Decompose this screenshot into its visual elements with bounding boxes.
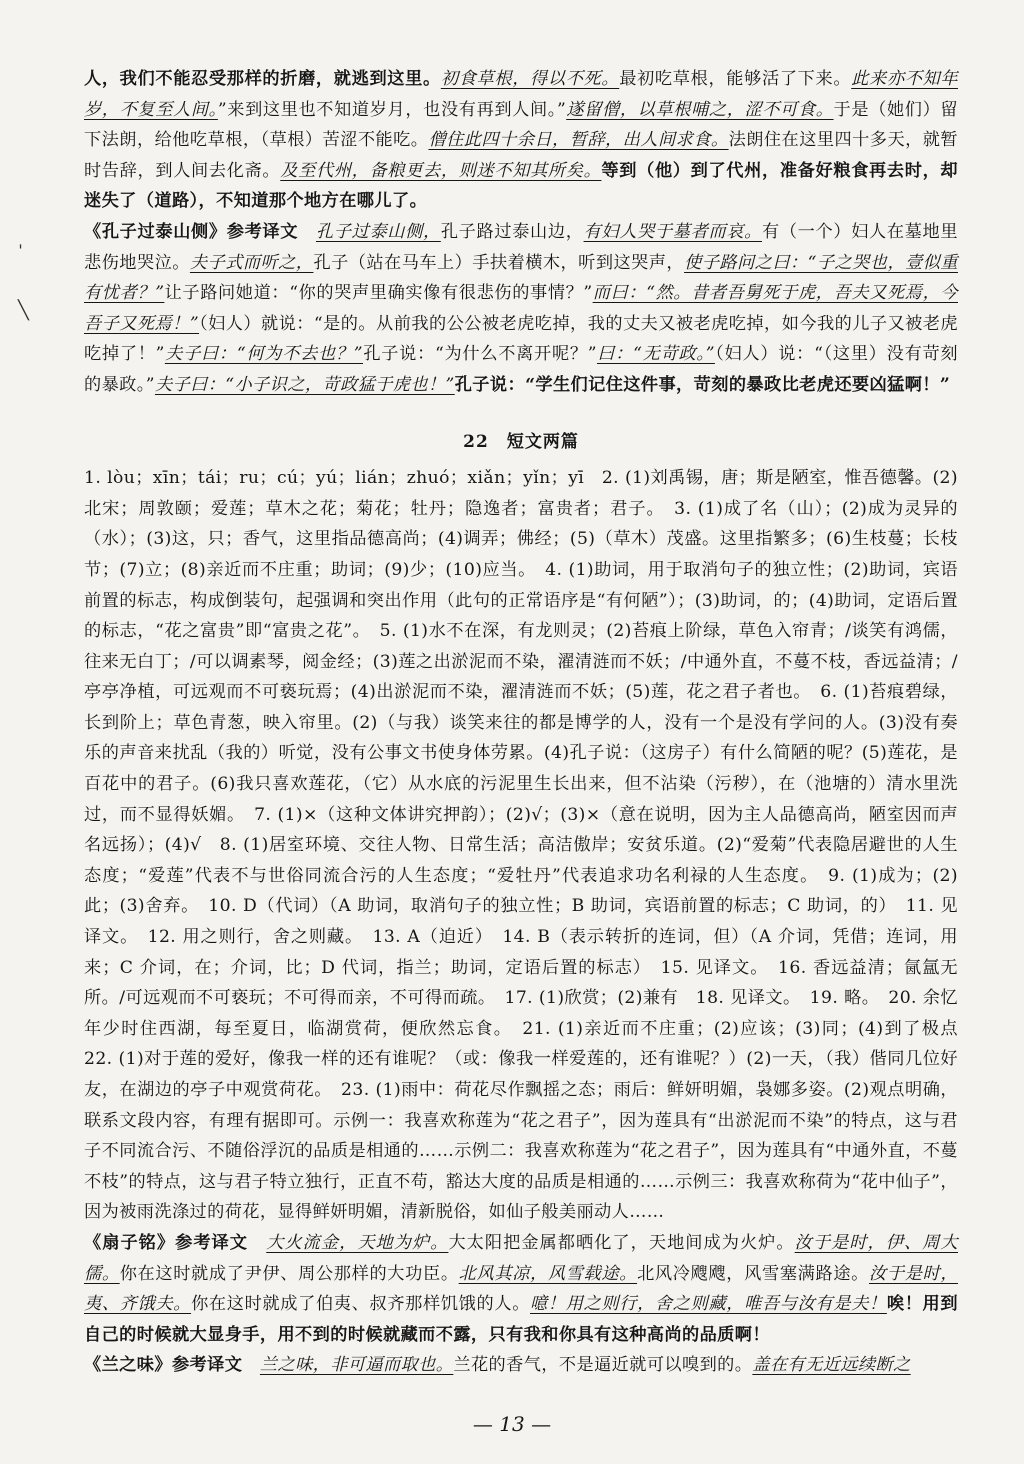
- translation-text: 让子路问她道：“你的哭声里确实像有很悲伤的事情？”: [164, 283, 593, 304]
- classical-text: 盖在有无近远续断之: [752, 1355, 911, 1376]
- top-translation-block: [84, 64, 958, 401]
- classical-text: 而曰：“然。昔者吾舅死于虎，吾夫又死焉，今吾子又死焉！”: [84, 283, 958, 334]
- translation-text: （妇人）就说：“是的。从前我的公公被老虎吃掉，我的丈夫又被老虎吃掉，如今我的儿子又被老虎吃掉了！”: [84, 313, 958, 365]
- translation-label: 《孔子过泰山侧》参考译文: [84, 221, 316, 242]
- classical-text: 夫子曰：“何为不去也？”: [164, 344, 363, 365]
- bottom-translation-block: [84, 1228, 958, 1381]
- translation-text: （妇人）说：“（这里）没有苛刻的暴政。”: [84, 344, 958, 395]
- classical-text: 僧住此四十余日，暂辞，出人间求食。: [428, 130, 729, 151]
- translation-text: 孔子路过泰山边，: [440, 221, 584, 242]
- translation-text: 北风冷飕飕，风雪塞满路途。: [637, 1263, 870, 1284]
- classical-text: 使子路问之曰：“子之哭也，壹似重有忧者？”: [84, 252, 958, 304]
- translation-text: 你在这时就成了尹伊、周公那样的大功臣。: [119, 1263, 459, 1284]
- translation-text: 法朗住在这里四十多天，就暂时告辞，到人间去化斋。: [84, 130, 959, 181]
- translation-text: 于是（她们）留下法朗，给他吃草根，（草根）苦涩不能吃。: [84, 99, 958, 151]
- margin-slash-mark: ╲: [18, 300, 29, 321]
- answers-paragraph: 1. lòu；xīn；tái；ru；cú；yú；lián；zhuó；xiǎn；yǐn；yī 2. (1)刘禹锡，唐；斯是陋室，惟吾德馨。(2)北宋；周敦颐；爱莲；草木之花；菊花；牡丹；隐逸者；富贵者；君子。 3. (1)成了名（山）；(2)成为灵异的（水）；(3)这，只；香气，这里指品德高尚；(4)调弄；佛经；(5)（草木）茂盛。这里指繁多；(6)生枝蔓；长枝节；(7)立；(8)亲近而不庄重；助词；(9)少；(10)应当。 4. (1)助词，用于取消句子的独立性；(2)助词，宾语前置的标志，构成倒装句，起强调和突出作用（此句的正常语序是“有何陋”）；(3)助词，的；(4)助词，定语后置的标志，“花之富贵”即“富贵之花”。 5. (1)水不在深，有龙则灵；(2)苔痕上阶绿，草色入帘青；/谈笑有鸿儒，往来无白丁；/可以调素琴，阅金经；(3)莲之出淤泥而不染，濯清涟而不妖；/中通外直，不蔓不枝，香远益清；/亭亭净植，可远观而不可亵玩焉；(4)出淤泥而不染，濯清涟而不妖；(5)莲，花之君子者也。 6. (1)苔痕碧绿，长到阶上；草色青葱，映入帘里。(2)（与我）谈笑来往的都是博学的人，没有一个是没有学问的人。(3)没有奏乐的声音来扰乱（我的）听觉，没有公事文书使身体劳累。(4)孔子说：（这房子）有什么简陋的呢？(5)莲花，是百花中的君子。(6)我只喜欢莲花，（它）从水底的污泥里生长出来，但不沾染（污秽），在（池塘的）清水里洗过，而不显得妖媚。 7. (1)×（这种文体讲究押韵）；(2)√；(3)×（意在说明，因为主人品德高尚，陋室因而声名远扬）；(4)√ 8. (1)居室环境、交往人物、日常生活；高洁傲岸；安贫乐道。(2)“爱菊”代表隐居避世的人生态度；“爱莲”代表不与世俗同流合污的人生态度；“爱牡丹”代表追求功名利禄的人生态度。 9. (1)成为；(2)此；(3)舍弃。 10. D（代词）（A 助词，取消句子的独立性；B 助词，宾语前置的标志；C 助词，的） 11. 见译文。 12. 用之则行，舍之则藏。 13. A（迫近） 14. B（表示转折的连词，但）（A 介词，凭借；连词，用来；C 介词，在；介词，比；D 代词，指兰；助词，定语后置的标志） 15. 见译文。 16. 香远益清；氤氲无所。/可远观而不可亵玩；不可得而亲，不可得而疏。 17. (1)欣赏；(2)兼有 18. 见译文。 19. 略。 20. 余忆年少时住西湖，每至夏日，临湖赏荷，便欣然忘食。 21. (1)亲近而不庄重；(2)应该；(3)同；(4)到了极点 22. (1)对于莲的爱好，像我一样的还有谁呢？（或：像我一样爱莲的，还有谁呢？）(2)一天，（我）偕同几位好友，在湖边的亭子中观赏荷花。 23. (1)雨中：荷花尽作飘摇之态；雨后：鲜妍明媚，袅娜多姿。(2)观点明确，联系文段内容，有理有据即可。示例一：我喜欢称莲为“花之君子”，因为莲具有“出淤泥而不染”的特点，这与君子不同流合污、不随俗浮沉的品质是相通的……示例二：我喜欢称莲为“花之君子”，因为莲具有“中通外直，不蔓不枝”的特点，这与君子特立独行，正直不苟，豁达大度的品质是相通的……示例三：我喜欢称荷为“花中仙子”，因为被雨洗涤过的荷花，显得鲜妍明媚，清新脱俗，如仙子般美丽动人……: [84, 468, 976, 1223]
- translation-text: 唉！用到自己的时候就大显身手，用不到的时候就藏而不露，只有我和你具有这种高尚的品质啊！: [84, 1294, 958, 1345]
- classical-text: 汝于是时，伊、周大儒。: [84, 1232, 958, 1284]
- translation-text: 人，我们不能忍受那样的折磨，就逃到这里。: [84, 69, 441, 89]
- page-number: — 13 —: [472, 1412, 552, 1436]
- translation-text: ”来到这里也不知道岁月，也没有再到人间。”: [217, 99, 567, 120]
- classical-text: 曰：“无苛政。”: [596, 344, 715, 365]
- translation-text: 你在这时就成了伯夷、叔齐那样饥饿的人。: [191, 1294, 531, 1315]
- classical-text: 孔子过泰山侧，: [315, 221, 441, 242]
- classical-text: 噫！用之则行，舍之则藏，唯吾与汝有是夫！: [530, 1294, 887, 1315]
- translation-text: 孔子说：“为什么不离开呢？”: [363, 344, 597, 365]
- translation-text: 兰花的香气，不是逼近就可以嗅到的。: [453, 1355, 753, 1376]
- translation-text: 孔子（站在马车上）手扶着横木，听到这哭声，: [313, 252, 685, 273]
- classical-text: 北风其凉，风雪载途。: [458, 1263, 638, 1284]
- translation-text: 等到（他）到了代州，准备好粮食再去时，却迷失了（道路），不知道那个地方在哪儿了。: [84, 160, 958, 212]
- classical-text: 及至代州，备粮更去，则迷不知其所矣。: [280, 160, 602, 181]
- translation-text: 大太阳把金属都晒化了，天地间成为火炉。: [448, 1232, 795, 1253]
- classical-text: 汝于是时，夷、齐饿夫。: [84, 1263, 958, 1315]
- translation-text: 孔子说：“学生们记住这件事，苛刻的暴政比老虎还要凶猛啊！”: [454, 374, 951, 395]
- bottom-paragraphs-paragraph: [84, 1228, 958, 1350]
- classical-text: 大火流金，天地为炉。: [266, 1232, 449, 1253]
- document-page: [84, 64, 976, 1381]
- classical-text: 夫子式而听之，: [189, 252, 314, 273]
- translation-label: 《兰之味》参考译文: [84, 1355, 260, 1376]
- top-paragraphs-paragraph: [84, 64, 958, 217]
- translation-label: 《扇子铭》参考译文: [84, 1232, 267, 1253]
- classical-text: 兰之味，非可逼而取也。: [259, 1355, 454, 1376]
- classical-text: 夫子曰：“小子识之，苛政猛于虎也！”: [154, 374, 455, 395]
- classical-text: 有妇人哭于墓者而哀。: [583, 221, 762, 242]
- section-title: 22 短文两篇: [463, 431, 579, 452]
- translation-text: 最初吃草根，能够活了下来。: [619, 69, 852, 89]
- classical-text: 初食草根，得以不死。: [440, 69, 620, 89]
- classical-text: 遂留僧，以草根哺之，涩不可食。: [566, 99, 834, 120]
- margin-tick-mark: ˈ: [18, 242, 23, 263]
- classical-text: 此来亦不知年岁，不复至人间。: [84, 69, 958, 120]
- translation-text: 有（一个）妇人在墓地里悲伤地哭泣。: [84, 221, 958, 273]
- top-paragraphs-paragraph: [84, 217, 958, 401]
- bottom-paragraphs-paragraph: [84, 1350, 958, 1381]
